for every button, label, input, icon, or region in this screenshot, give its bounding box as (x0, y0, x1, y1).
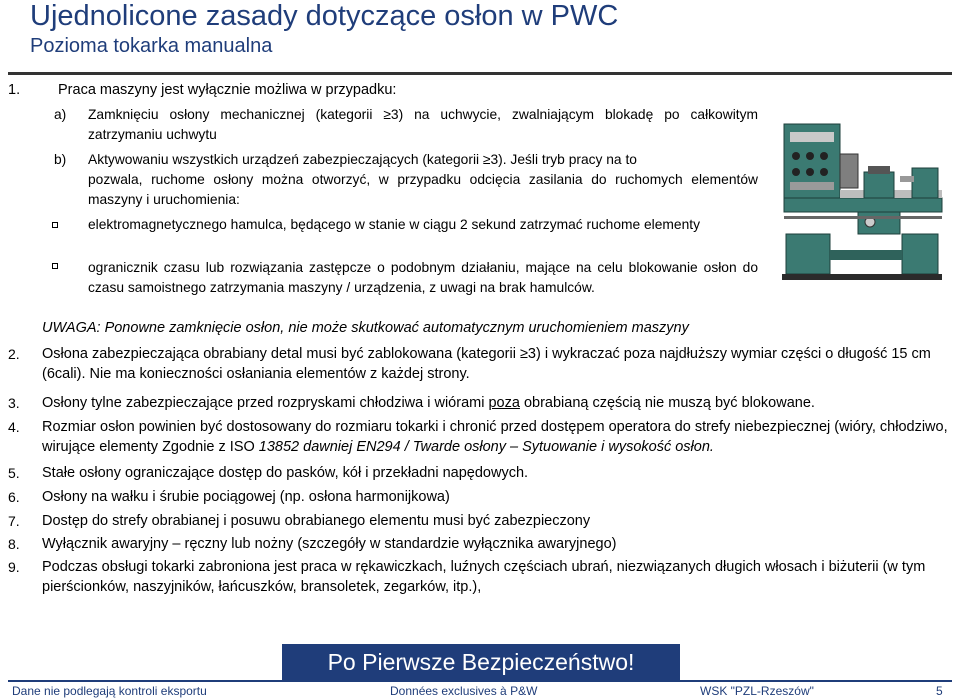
warning-text: UWAGA: Ponowne zamknięcie osłon, nie może skutkować automatycznym uruchomieniem maszyny (42, 320, 689, 336)
item-9-number: 9. (8, 559, 20, 575)
item-2-text: Osłona zabezpieczająca obrabiany detal musi być zablokowana (kategorii ≥3) i wykraczać poza najdłuższy wymiar części o długość 15 cm (6cali). Nie ma konieczności osłaniania elementów z każdej strony. (42, 346, 931, 382)
item-2-number: 2. (8, 346, 20, 362)
item-1b-label: b) (54, 152, 67, 167)
header-divider (8, 72, 952, 75)
footer-export-note: Dane nie podlegają kontroli eksportu (12, 684, 207, 698)
item-3-underlined: poza (488, 395, 520, 411)
item-5-text: Stałe osłony ograniczające dostęp do pasków, kół i przekładni napędowych. (42, 465, 529, 481)
page-number: 5 (936, 684, 943, 698)
item-1b-text: pozwala, ruchome osłony można otworzyć, w przypadku odcięcia zasilania do ruchomych elementów maszyny i uruchomienia: (88, 172, 758, 207)
item-8-number: 8. (8, 536, 20, 552)
item-4-number: 4. (8, 419, 20, 435)
bullet-item-2: ogranicznik czasu lub rozwiązania zastępcze o podobnym działaniu, mające na celu blokowanie osłon do czasu samoistnego zatrzymania maszyny / urządzenia, z uwagi na brak hamulców. (88, 260, 758, 295)
item-1-number: 1. (8, 82, 21, 98)
page-subtitle: Pozioma tokarka manualna (30, 35, 273, 57)
bullet-icon (52, 222, 58, 228)
footer-company: WSK "PZL-Rzeszów" (700, 684, 814, 698)
item-8-text: Wyłącznik awaryjny – ręczny lub nożny (szczegóły w standardzie wyłącznika awaryjnego) (42, 536, 617, 552)
item-7-number: 7. (8, 513, 20, 529)
bullet-item-1: elektromagnetycznego hamulca, będącego w stanie w ciągu 2 sekund zatrzymać ruchome elementy (88, 217, 700, 232)
item-4-text-start: Rozmiar osłon powinien być dostosowany do rozmiaru tokarki i chronić przed dostępem operatora do strefy niebezpiecznej (wióry, chłodziwo, wirujące elementy Zgodnie z ISO (42, 419, 948, 455)
item-7-text: Dostęp do strefy obrabianej i posuwu obrabianego elementu musi być zabezpieczony (42, 513, 591, 529)
item-1-intro: Praca maszyny jest wyłącznie możliwa w przypadku: (58, 82, 397, 98)
item-1b-text-line1: Aktywowaniu wszystkich urządzeń zabezpieczających (kategorii ≥3). Jeśli tryb pracy na to (88, 152, 637, 167)
item-6-number: 6. (8, 489, 20, 505)
lathe-machine-image (772, 110, 948, 286)
item-9-text: Podczas obsługi tokarki zabroniona jest praca w rękawiczkach, luźnych częściach ubrań, niezwiązanych długich włosach i biżuterii (w tym pierścionków, naszyjników, łańcuszków, bransoletek, zegarków, itp.), (42, 559, 926, 595)
footer-proprietary-note: Données exclusives à P&W (390, 684, 538, 698)
page-title: Ujednolicone zasady dotyczące osłon w PWC (30, 0, 619, 32)
item-3-text-end: obrabianą częścią nie muszą być blokowane. (519, 395, 815, 411)
bullet-icon (52, 263, 58, 269)
item-1a-text: Zamknięciu osłony mechanicznej (kategorii ≥3) na uchwycie, zwalniającym blokadę po całkowitym zatrzymaniu uchwytu (88, 107, 758, 142)
safety-banner: Po Pierwsze Bezpieczeństwo! (282, 644, 680, 680)
item-6-text: Osłony na wałku i śrubie pociągowej (np. osłona harmonijkowa) (42, 489, 450, 505)
item-3-text-start: Osłony tylne zabezpieczające przed rozpryskami chłodziwa i wiórami (42, 395, 489, 411)
item-5-number: 5. (8, 465, 20, 481)
footer-divider (8, 680, 952, 682)
item-3-text (42, 393, 952, 413)
item-1a-label: a) (54, 107, 67, 122)
item-4-text (42, 417, 952, 457)
item-3-number: 3. (8, 395, 20, 411)
item-4-italic: 13852 dawniej EN294 / Twarde osłony – Sytuowanie i wysokość osłon. (258, 439, 714, 455)
